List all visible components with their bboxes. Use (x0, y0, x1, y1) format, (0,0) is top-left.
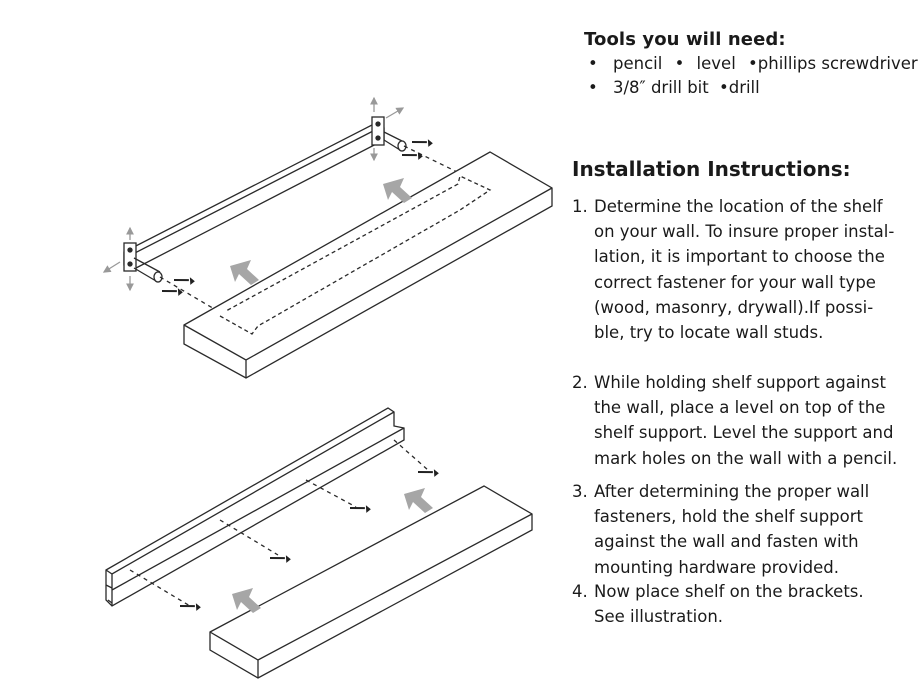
rod-bracket-illustration (124, 117, 552, 378)
rail-bracket-illustration (106, 408, 532, 678)
step-text-line: While holding shelf support against (594, 373, 886, 392)
step-number: 1. (572, 197, 588, 216)
tool-item: phillips screwdriver (757, 54, 918, 73)
tool-item: drill (728, 78, 760, 97)
instruction-step-2 (572, 370, 898, 471)
step-text-line: (wood, masonry, drywall).If possi- (594, 297, 874, 317)
step-number: 4. (572, 582, 588, 601)
step-text-line: Now place shelf on the brackets. (594, 582, 864, 601)
step-text-line: fasteners, hold the shelf support (594, 507, 863, 527)
bullet: • (674, 54, 685, 73)
step-text-line: mounting hardware provided. (594, 557, 839, 577)
tools-list-line (588, 78, 760, 97)
instruction-step-4 (572, 579, 890, 629)
bullet: • (748, 54, 758, 73)
bullet: • (718, 78, 729, 97)
bullet: • (588, 54, 598, 73)
installation-heading: Installation Instructions: (572, 157, 851, 181)
tool-item: pencil (612, 54, 663, 73)
step-number: 3. (572, 482, 588, 501)
instruction-step-1 (572, 194, 895, 345)
step-text-line: against the wall and fasten with (594, 532, 859, 552)
step-number: 2. (572, 373, 588, 392)
step-text-line: the wall, place a level on top of the (594, 398, 886, 418)
step-text-line: ble, try to locate wall studs. (594, 323, 824, 343)
step-text-line: Determine the location of the shelf (594, 197, 883, 216)
step-text-line: See illustration. (594, 607, 724, 627)
step-text-line: lation, it is important to choose the (594, 247, 885, 267)
step-text-line: correct fastener for your wall type (594, 272, 876, 292)
tools-heading: Tools you will need: (584, 29, 786, 50)
tool-item: 3/8″ drill bit (612, 78, 709, 97)
step-text-line: mark holes on the wall with a pencil. (594, 448, 898, 468)
step-text-line: shelf support. Level the support and (594, 423, 894, 443)
tool-item: level (696, 54, 736, 73)
step-text-line: After determining the proper wall (594, 482, 870, 501)
step-text-line: on your wall. To insure proper instal- (594, 222, 895, 242)
bullet: • (588, 78, 598, 97)
tools-list-line (588, 54, 918, 73)
instruction-step-3 (572, 479, 890, 580)
